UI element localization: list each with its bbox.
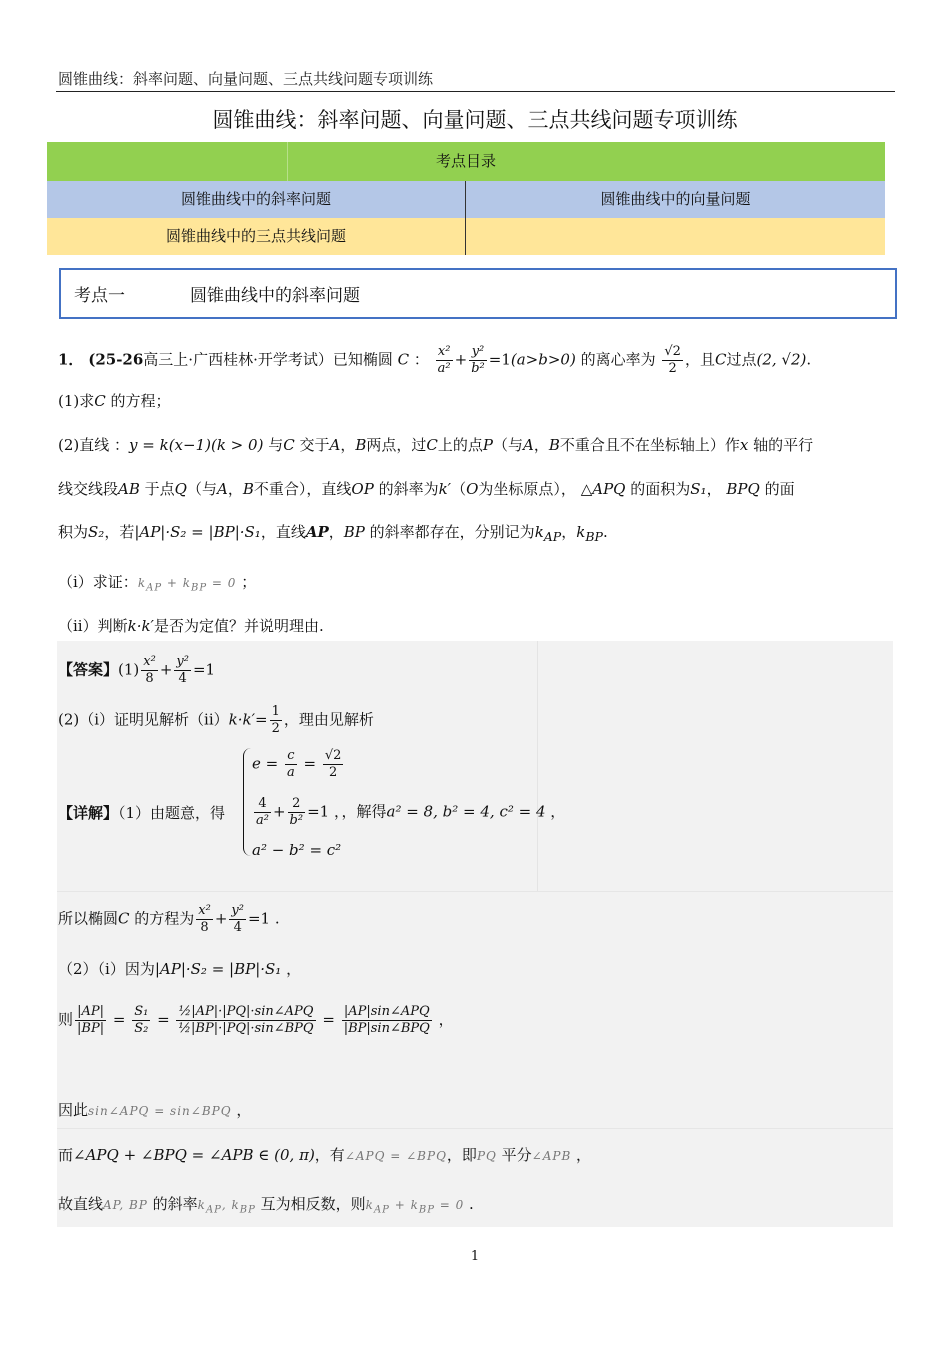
answer-panel-divider	[57, 891, 893, 892]
conclusion-line: 所以椭圆C 的方程为 $\frac{\text{x²}}{8}$ + $\frac{\text{y²}}{4}$ =1 .	[58, 903, 280, 935]
system-eq-1: e = $\frac{c}{a}$ = $\frac{√2}{2}$	[252, 748, 342, 780]
toc-heading: 考点目录	[435, 152, 496, 170]
fraction: $\frac{\text{|AP|sin∠APQ}}{\text{|BP|sin∠BPQ}}$	[343, 1004, 430, 1036]
page-title: 圆锥曲线：斜率问题、向量问题、三点共线问题专项训练	[212, 108, 738, 132]
fraction: $\frac{\text{y²}}{4}$	[231, 903, 244, 935]
fraction: $\frac{√2}{2}$	[324, 748, 342, 780]
fraction: $\frac{\text{S₁}}{\text{S₂}}$	[134, 1004, 149, 1036]
answer-panel-divider	[57, 1128, 893, 1129]
fraction: $\frac{\text{x²}}{8}$	[143, 654, 156, 686]
section-name: 圆锥曲线中的斜率问题	[190, 286, 360, 306]
header-rule	[56, 91, 895, 92]
fraction: $\frac{\text{y²}}{4}$	[176, 654, 189, 686]
fraction: $\frac{c}{a}$	[287, 748, 295, 780]
toc-row	[47, 218, 885, 255]
problem-q2-line2: 线交线段AB 于点Q（与A，B不重合），直线OP 的斜率为k′（O为坐标原点）， △APQ 的面积为S₁， BPQ 的面	[58, 480, 795, 498]
fraction: $\frac{|AP|}{|BP|}$	[77, 1004, 105, 1036]
detail-label: 【详解】	[58, 804, 119, 822]
toc-item-collinear[interactable]: 圆锥曲线中的三点共线问题	[165, 227, 346, 245]
problem-q2-line1: (2)直线 ：y = k(x−1)(k > 0) 与C 交于A，B两点，过C上的点P（与A，B不重合且不在坐标轴上）作x 轴的平行	[58, 436, 814, 454]
section-heading-box	[59, 268, 897, 319]
problem-q2-line3: 积为S₂，若|AP|·S₂ = |BP|·S₁，直线AP，BP 的斜率都存在，分别记为$k_{AP}$，$k_{BP}$.	[58, 523, 608, 544]
toc-item-slope[interactable]: 圆锥曲线中的斜率问题	[180, 190, 331, 208]
detail-line: 【详解】（1）由题意，得	[58, 804, 226, 822]
step-6-line: 故直线AP, BP 的斜率$k_{AP}$, $k_{BP}$ 互为相反数，则$k_{AP} + k_{BP} = 0$ .	[58, 1195, 474, 1216]
toc-row	[47, 181, 885, 218]
fraction: $\frac{\text{x²}}{\text{a²}}$	[437, 344, 451, 376]
answer-panel-divider	[537, 641, 538, 891]
problem-line-1: 1． (25-26高三上·广西桂林·开学考试）已知椭圆 C ： $\frac{\text{x²}}{\text{a²}}$ + $\frac{\text{y²}}{\text{b²}}$ =1(a>b>0) 的离心率为 $\frac{√2}{2}$ ，且C过点(2, √2).	[58, 344, 812, 376]
fraction: $\frac{\text{x²}}{8}$	[198, 903, 211, 935]
step-2-line: （2）（i）因为|AP|·S₂ = |BP|·S₁ ，	[58, 960, 302, 978]
step-4-line: 因此sin∠APQ = sin∠BPQ ，	[58, 1101, 252, 1119]
step-5-line: 而∠APQ + ∠BPQ = ∠APB ∈ (0, π)，有∠APQ = ∠BPQ，即PQ 平分∠APB ，	[58, 1146, 592, 1164]
fraction: $\frac{4}{\text{a²}}$	[256, 796, 269, 828]
problem-sub1: （i）求证：$k_{AP} + k_{BP} = 0$ ；	[58, 573, 257, 594]
problem-q1: (1)求C 的方程；	[58, 392, 171, 410]
toc-item-vector[interactable]: 圆锥曲线中的向量问题	[600, 190, 751, 208]
fraction: $\frac{√2}{2}$	[664, 344, 681, 376]
system-eq-3: a² − b² = c²	[252, 841, 342, 859]
toc-heading-row	[47, 142, 885, 181]
fraction: $\frac{\text{y²}}{\text{b²}}$	[471, 344, 485, 376]
page-number: 1	[470, 1249, 480, 1264]
answer-line-1: 【答案】(1) $\frac{\text{x²}}{8}$ + $\frac{\text{y²}}{4}$ =1	[58, 654, 216, 686]
step-3-line: 则 $\frac{|AP|}{|BP|}$ = $\frac{\text{S₁}}{\text{S₂}}$ = $\frac{\text{½|AP|·|PQ|·sin∠APQ}}{\text{½|BP|·|PQ|·sin∠BPQ}}$ = $\frac{\text{|AP|sin∠APQ}}{\text{|BP|sin∠BPQ}}$ ，	[58, 1004, 454, 1036]
fraction: $\frac{\text{½|AP|·|PQ|·sin∠APQ}}{\text{½|BP|·|PQ|·sin∠BPQ}}$	[178, 1004, 314, 1036]
toc-heading-divider	[287, 142, 288, 181]
section-number: 考点一	[74, 286, 125, 306]
toc-item-empty	[466, 218, 885, 255]
answer-label: 【答案】	[58, 660, 119, 679]
running-header: 圆锥曲线：斜率问题、向量问题、三点共线问题专项训练	[58, 70, 434, 88]
problem-sub2: （ii）判断k·k′是否为定值？并说明理由.	[58, 617, 324, 635]
answer-line-2: (2)（i）证明见解析（ii）k·k′= $\frac{1}{2}$ ，理由见解析	[58, 704, 374, 736]
system-eq-2: $\frac{4}{\text{a²}}$ + $\frac{2}{\text{b²}}$ =1 ，，解得a² = 8, b² = 4, c² = 4 ，	[256, 796, 566, 828]
fraction: $\frac{1}{2}$	[271, 704, 280, 736]
fraction: $\frac{2}{\text{b²}}$	[289, 796, 304, 828]
